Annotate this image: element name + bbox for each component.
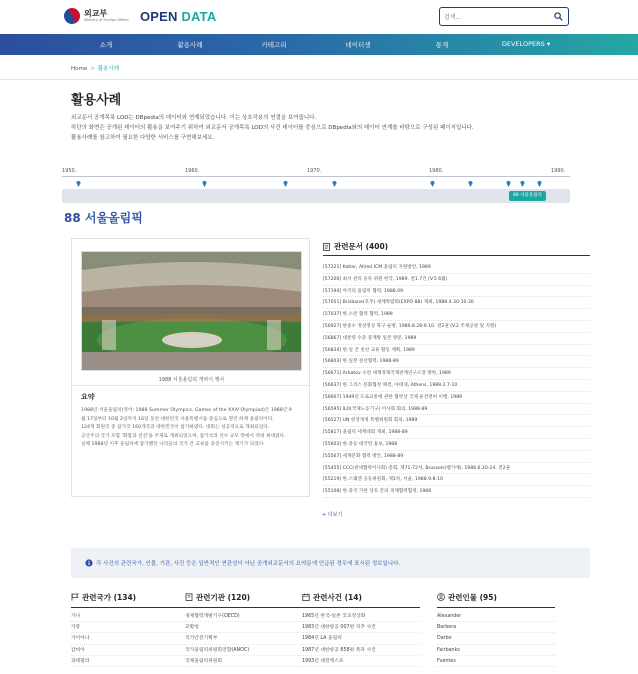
country-item[interactable]: 감비아: [71, 645, 189, 656]
doc-item[interactable]: [55567] 세계문화 협력 방안, 1988-89: [323, 451, 590, 463]
timeline-pin-icon[interactable]: [520, 180, 525, 187]
related-orgs: [185, 590, 303, 667]
page-title: 활용사례: [71, 93, 122, 108]
country-item[interactable]: 가나: [71, 611, 189, 622]
more-button[interactable]: + 더보기: [322, 512, 343, 518]
event-photo: [81, 251, 302, 371]
doc-item[interactable]: [55108] 한.중국 기관 상호 간의 경제협력협정, 1988: [323, 486, 590, 498]
person-item[interactable]: Fairbanks: [437, 645, 555, 656]
doc-item[interactable]: [56803] 한.일본 친선협력, 1988-89: [323, 356, 590, 368]
photo-caption: 1988 서울올림픽 개막식 행사: [158, 377, 225, 383]
doc-item[interactable]: [55455] CCC(관세협력이사회) 총회, 제71-72차, Brussels(벨기에), 1988.6.20-24. 전2권: [323, 463, 590, 475]
search-input[interactable]: [444, 11, 544, 23]
related-countries: [71, 590, 189, 667]
org-item[interactable]: 경제협력개발기구(OECD): [185, 611, 303, 622]
doc-item[interactable]: [57194] 아국의 올림픽 협력, 1988.09: [323, 286, 590, 298]
timeline-pin-icon[interactable]: [468, 180, 473, 187]
notice-box: [71, 548, 590, 578]
doc-item[interactable]: [57051] Brisbane(호주) 세계박람회(EXPO 88) 개최, 1988.4.30-10.30: [323, 297, 590, 309]
country-item[interactable]: 가이아나: [71, 633, 189, 644]
mofa-name-ko: 외교부: [84, 9, 108, 18]
event-item[interactable]: 1965년 한국-일본 국교정상화: [302, 611, 420, 622]
doc-item[interactable]: [56867] 대통령 수준 중계방 일본 방문, 1989: [323, 333, 590, 345]
related-countries-header: 관련국가 (134): [82, 592, 137, 602]
timeline-label: 1970.: [307, 168, 322, 174]
doc-item[interactable]: [56671] Arbatov 소련 세계경제국제관계연구소장 방한, 1989: [323, 368, 590, 380]
breadcrumb-divider: [0, 79, 638, 80]
org-item[interactable]: 국제올림픽위원회: [185, 656, 303, 667]
related-docs-header: 관련문서 (400): [323, 241, 388, 252]
event-item[interactable]: 1987년 대한항공 858편 폭파 사건: [302, 645, 420, 656]
timeline-pin-icon[interactable]: [430, 180, 435, 187]
timeline-pin-icon[interactable]: [283, 180, 288, 187]
doc-item[interactable]: [56527] UN 헌장개정 특별위원회 회의, 1989: [323, 415, 590, 427]
related-orgs-header: 관련기관 (120): [196, 592, 251, 602]
timeline-track: [62, 189, 570, 203]
doc-item[interactable]: [55219] 한.스웨덴 공동위원회, 제1차, 서울, 1988.9.8-10: [323, 474, 590, 486]
document-icon: [323, 243, 330, 251]
building-icon: [185, 593, 193, 601]
timeline-pin-icon[interactable]: [76, 180, 81, 187]
event-card: [71, 238, 310, 497]
stadium-photo-icon: [82, 252, 302, 371]
info-icon: [85, 559, 93, 567]
mofa-logo[interactable]: [64, 8, 129, 24]
event-title: 88 서울올림픽: [64, 211, 143, 225]
timeline-label: 1980.: [429, 168, 444, 174]
person-item[interactable]: Barbera: [437, 622, 555, 633]
doc-item[interactable]: [56607] 1949년 도로교통에 관한 협약상 국제 운전면허 이행, 1989: [323, 392, 590, 404]
doc-item[interactable]: [55817] 올림픽 세계대회 개최, 1988-89: [323, 427, 590, 439]
person-item[interactable]: Fuentes: [437, 656, 555, 667]
breadcrumb: Home > 활용사례: [71, 66, 120, 72]
doc-item[interactable]: [56637] 한.그리스 문화협정 체결, 아테네, Athens, 1989.2.7-10: [323, 380, 590, 392]
calendar-icon: [302, 593, 310, 601]
doc-item[interactable]: [56927] 한중수 정상정상 북구 순방, 1989.8.28-9.10. 전2권 (V.2 주재공관 및 지원): [323, 321, 590, 333]
timeline-label: 1960.: [185, 168, 200, 174]
org-item[interactable]: 국가안전기획부: [185, 633, 303, 644]
page-description: 외교문서 공개목록 LOD는 DBpedia의 데이터와 연계되었습니다. 이는 상호작용의 연결을 보여줍니다. 하단의 화면은 공개된 데이터의 활용을 보여주기 위하여 외교문서 공개목록 LOD의 사건 데이터를 중심으로 DBpedia와의 데이터 연계를 바탕으로 구성된 페이지입니다. 활용사례를 참고하여 필요한 다양한 서비스를 구현해보세요.: [71, 115, 474, 141]
mofa-name-en: Ministry of Foreign Affairs: [84, 18, 129, 22]
person-icon: [437, 593, 445, 601]
related-events-header: 관련사건 (14): [313, 592, 362, 602]
event-item[interactable]: 1993년 대전엑스포: [302, 656, 420, 667]
related-events: [302, 590, 420, 667]
timeline-pin-icon[interactable]: [506, 180, 511, 187]
org-item[interactable]: 국가올림픽위원회연합(ANOC): [185, 645, 303, 656]
doc-item[interactable]: [56834] 한.일 간 친선 교류 활동 계획, 1989: [323, 345, 590, 357]
main-nav: [0, 34, 638, 55]
country-item[interactable]: 과테말라: [71, 656, 189, 667]
event-item[interactable]: 1983년 대한항공 007편 격추 사건: [302, 622, 420, 633]
nav-item-dataset[interactable]: 데이터셋: [345, 41, 371, 49]
nav-item-category[interactable]: 카테고리: [261, 41, 287, 49]
doc-item[interactable]: [55603] 한.중동 대국민 홍보, 1988: [323, 439, 590, 451]
related-docs-list: [323, 262, 590, 498]
search-icon[interactable]: [554, 12, 563, 21]
doc-item[interactable]: [57206] 최서 관리 등록 위원 한국, 1989. 전1.7건 (V.5 6월): [323, 274, 590, 286]
nav-item-developers[interactable]: DEVELOPERS ▾: [501, 40, 551, 48]
summary-text: 1988년 서울올림픽(영어: 1988 Summer Olympics, Games of the XXIV Olympiad)은 1988년 9 월 17일부터 10월 2일까지 16일 동안 대한민국 서울특별시를 중심으로 열린 하계 올림픽이다. 124개 회원국 중 참가국 160개국과 대한민국이 참가하였다. 대회는 성공적으로 개최되었다. 공산주의 국가 포함 '화합과 전진'을 주제로 개최되었으며, 참가국과 선수 규모 면에서 역대 최대였다. 일체 1988년 이후 올림픽에 참가했던 나라들의 국가 간 교류를 증진시키는 계기가 되었다.: [81, 408, 292, 447]
breadcrumb-home[interactable]: Home: [71, 66, 88, 72]
person-item[interactable]: Darbo: [437, 633, 555, 644]
notice-text: 각 사건의 관련국가, 인물, 기관, 사건 등은 일반적인 연관성이 아닌 공개외교문서의 요약문에 언급된 경우에 표시된 정보입니다.: [96, 561, 401, 567]
nav-item-intro[interactable]: 소개: [99, 41, 113, 49]
person-item[interactable]: Alexander: [437, 611, 555, 622]
timeline-pin-icon[interactable]: [202, 180, 207, 187]
timeline-axis: [62, 176, 570, 177]
doc-item[interactable]: [56595] ILO(국제노동기구) 이사회 회의, 1988-89: [323, 404, 590, 416]
doc-item[interactable]: [57037] 한.소련 협력 협력, 1989: [323, 309, 590, 321]
org-item[interactable]: 교황청: [185, 622, 303, 633]
related-people: [437, 590, 555, 667]
site-header: [0, 0, 638, 34]
search-box: [439, 7, 569, 26]
breadcrumb-current[interactable]: 활용사례: [97, 66, 120, 72]
nav-item-use-cases[interactable]: 활용사례: [177, 41, 203, 49]
timeline: [62, 164, 570, 204]
timeline-pin-icon[interactable]: [332, 180, 337, 187]
open-data-logo[interactable]: OPEN DATA: [140, 9, 217, 24]
event-item[interactable]: 1984년 LA 올림픽: [302, 633, 420, 644]
doc-item[interactable]: [57221] Kotler, Allred ICM 올림픽 지원방안, 1989: [323, 262, 590, 274]
related-people-header: 관련인물 (95): [448, 592, 497, 602]
timeline-pin-icon[interactable]: [537, 180, 542, 187]
taegeuk-emblem-icon: [61, 5, 83, 27]
summary-title: 요약: [81, 393, 95, 401]
timeline-selected-event[interactable]: 88 서울올림픽: [509, 191, 546, 201]
country-item[interactable]: 가봉: [71, 622, 189, 633]
flag-icon: [71, 593, 79, 601]
timeline-label: 1950.: [62, 168, 77, 174]
nav-item-stats[interactable]: 통계: [435, 41, 449, 49]
timeline-label: 1990.: [551, 168, 566, 174]
